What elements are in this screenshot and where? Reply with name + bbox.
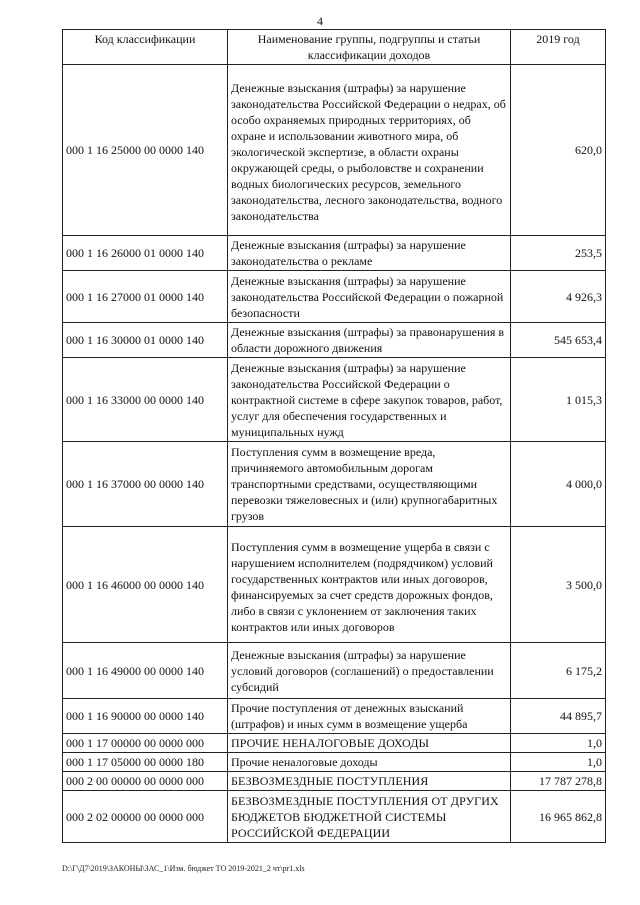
row-name: БЕЗВОЗМЕЗДНЫЕ ПОСТУПЛЕНИЯ — [228, 772, 511, 791]
table-row — [63, 734, 606, 753]
row-value: 16 965 862,8 — [511, 791, 606, 843]
row-value: 6 175,2 — [511, 643, 606, 699]
row-code: 000 1 16 37000 00 0000 140 — [63, 442, 228, 527]
row-code: 000 1 16 26000 01 0000 140 — [63, 236, 228, 271]
row-name: Прочие поступления от денежных взысканий (штрафов) и иных сумм в возмещение ущерба — [228, 699, 511, 734]
row-code: 000 2 00 00000 00 0000 000 — [63, 772, 228, 791]
page-number: 4 — [317, 14, 323, 28]
row-code: 000 1 16 46000 00 0000 140 — [63, 527, 228, 643]
table-row — [63, 65, 606, 236]
row-name: Поступления сумм в возмещение вреда, причиняемого автомобильным дорогам транспортными средствами, осуществляющими перевозки тяжеловесных и (или) крупногабаритных грузов — [228, 442, 511, 527]
row-value: 4 000,0 — [511, 442, 606, 527]
table-row — [63, 643, 606, 699]
row-value: 253,5 — [511, 236, 606, 271]
row-code: 000 1 17 00000 00 0000 000 — [63, 734, 228, 753]
table-row — [63, 323, 606, 358]
row-name: Денежные взыскания (штрафы) за нарушение законодательства о рекламе — [228, 236, 511, 271]
row-name: Денежные взыскания (штрафы) за правонарушения в области дорожного движения — [228, 323, 511, 358]
table-row — [63, 442, 606, 527]
row-code: 000 1 16 25000 00 0000 140 — [63, 65, 228, 236]
row-value: 17 787 278,8 — [511, 772, 606, 791]
row-code: 000 1 16 33000 00 0000 140 — [63, 358, 228, 442]
header-name: Наименование группы, подгруппы и статьи классификации доходов — [228, 30, 511, 65]
table-row — [63, 772, 606, 791]
header-code: Код классификации — [63, 30, 228, 65]
row-code: 000 1 16 90000 00 0000 140 — [63, 699, 228, 734]
row-code: 000 1 16 49000 00 0000 140 — [63, 643, 228, 699]
row-name: ПРОЧИЕ НЕНАЛОГОВЫЕ ДОХОДЫ — [228, 734, 511, 753]
row-name: Прочие неналоговые доходы — [228, 753, 511, 772]
row-code: 000 1 17 05000 00 0000 180 — [63, 753, 228, 772]
table-row — [63, 271, 606, 323]
table-row — [63, 753, 606, 772]
row-value: 1 015,3 — [511, 358, 606, 442]
row-name: БЕЗВОЗМЕЗДНЫЕ ПОСТУПЛЕНИЯ ОТ ДРУГИХ БЮДЖЕТОВ БЮДЖЕТНОЙ СИСТЕМЫ РОССИЙСКОЙ ФЕДЕРАЦИИ — [228, 791, 511, 843]
row-value: 1,0 — [511, 734, 606, 753]
row-name: Денежные взыскания (штрафы) за нарушение законодательства Российской Федерации о недрах, об особо охраняемых природных территориях, об охране и использовании животного мира, об экологической экспертизе, в области охраны окружающей среды, о рыболовстве и сохранении водных биологических ресурсов, земельного законодательства, лесного законодательства, водного законодательства — [228, 65, 511, 236]
row-name: Денежные взыскания (штрафы) за нарушение условий договоров (соглашений) о предоставлении субсидий — [228, 643, 511, 699]
row-value: 1,0 — [511, 753, 606, 772]
table-row — [63, 358, 606, 442]
row-name: Денежные взыскания (штрафы) за нарушение законодательства Российской Федерации о пожарной безопасности — [228, 271, 511, 323]
row-value: 545 653,4 — [511, 323, 606, 358]
table-header-row — [63, 30, 606, 65]
row-value: 620,0 — [511, 65, 606, 236]
revenue-table — [62, 29, 606, 843]
row-code: 000 1 16 27000 01 0000 140 — [63, 271, 228, 323]
row-name: Денежные взыскания (штрафы) за нарушение законодательства Российской Федерации о контрактной системе в сфере закупок товаров, работ, услуг для обеспечения государственных и муниципальных нужд — [228, 358, 511, 442]
table-row — [63, 699, 606, 734]
row-name: Поступления сумм в возмещение ущерба в связи с нарушением исполнителем (подрядчиком) условий государственных контрактов или иных договоров, финансируемых за счет средств дорожных фондов, либо в связи с уклонением от заключения таких контрактов или иных договоров — [228, 527, 511, 643]
row-code: 000 2 02 00000 00 0000 000 — [63, 791, 228, 843]
row-value: 3 500,0 — [511, 527, 606, 643]
table-row — [63, 527, 606, 643]
row-code: 000 1 16 30000 01 0000 140 — [63, 323, 228, 358]
header-year: 2019 год — [511, 30, 606, 65]
row-value: 44 895,7 — [511, 699, 606, 734]
file-path-footer: D:\Г\Д7\2019\ЗАКОНЫ\ЗАС_1\Изм. бюджет ТО 2019-2021_2 чт\pr1.xls — [62, 864, 305, 873]
row-value: 4 926,3 — [511, 271, 606, 323]
table-row — [63, 236, 606, 271]
table-row — [63, 791, 606, 843]
